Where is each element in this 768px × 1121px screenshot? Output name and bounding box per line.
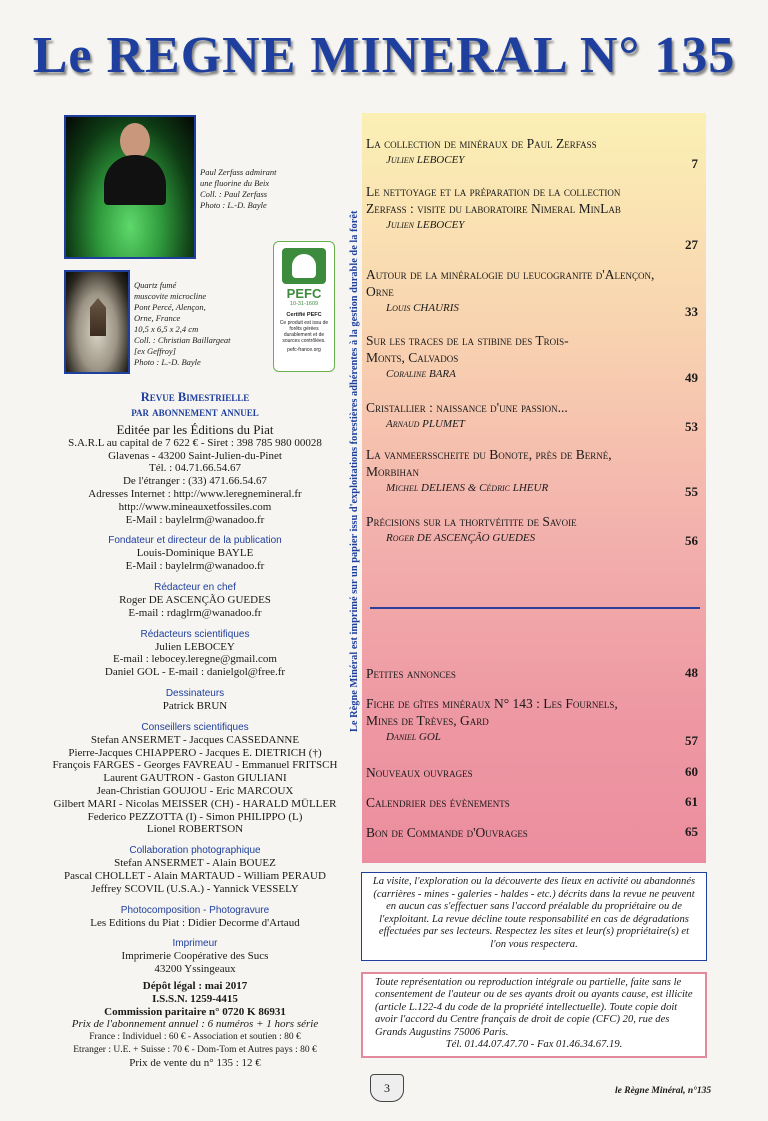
toc-divider [370, 607, 700, 609]
page-number: 3 [370, 1074, 404, 1102]
staff-heading: Collaboration photographique [129, 845, 261, 857]
publisher-heading: Editée par les Éditions du Piat [116, 422, 274, 437]
subscription-prices: Prix de l'abonnement annuel : 6 numéros + 1 hors série [71, 1018, 319, 1031]
toc-entry[interactable]: Nouveaux ouvrages 60 [366, 764, 698, 780]
quartz-photo [64, 270, 130, 374]
staff-heading: Dessinateurs [165, 687, 225, 699]
staff-heading: Rédacteur en chef [154, 581, 236, 593]
masthead-credits: Editée par les Éditions du Piat S.A.R.L au capital de 7 622 € - Siret : 398 785 980 00028 Glavenas - 43200 Saint-Julien-du-Pinet Tél. : 04.71.66.54.67 De l'étranger : (33) 471.66.54.67 Adresses Internet : http://www.leregnemineral.fr http://www.mineauxetfossiles.com E-Mail : baylelrm@wanadoo.fr Fondateur et directeur de la publication Louis-Dominique BAYLE E-Mail : baylelrm@wanadoo.fr Rédacteur en chef Roger DE ASCENÇÃO GUEDES E-mail : rdaglrm@wanadoo.fr Rédacteurs scientifiques Julien LEBOCEY E-mail : lebocey.leregne@gmail.com Daniel GOL - E-mail : danielgol@free.fr Dessinateurs Patrick BRUN Conseillers scientifiques Stefan ANSERMET - Jacques CASSEDANNE Pierre-Jacques CHIAPPERO - Jacques E. DIETRICH (†) François FARGES - Georges FAVREAU - Emmanuel FRITSCH Laurent GAUTRON - Gaston GIULIANI Jean-Christian GOUJOU - Eric MARCOUX Gilbert MARI - Nicolas MEISSER (CH) - HARALD MÜLLER Federico PEZZOTTA (I) - Simon PHILIPPO (L) Lionel ROBERTSON Collaboration photographique Stefan ANSERMET - Alain BOUEZ Pascal CHOLLET - Alain MARTAUD - William PERAUD Jeffrey SCOVIL (U.S.A.) - Yannick VESSELY Photocomposition - Photogravure Les Editions du Piat : Didier Decorme d'Artaud Imprimeur Imprimerie Coopérative des Sucs 43200 Yssingeaux Dépôt légal : mai 2017 I.S.S.N. 1259-4415 Commission paritaire n° 0720 K 86931 Prix de l'abonnement annuel : 6 numéros + 1 hors série France : Individuel : 60 € - Association et soutien : 80 € Etranger : U.E. + Suisse : 70 € - Dom-Tom et Autres pays : 80 € Prix de vente du n° 135 : 12 € [40, 424, 350, 1069]
running-footer: le Règne Minéral, n°135 [615, 1086, 712, 1096]
toc-entry[interactable]: La collection de minéraux de Paul Zerfass Julien LEBOCEY 7 [366, 136, 698, 171]
toc-entry[interactable]: Sur les traces de la stibine des Trois-Monts, Calvados Coraline BARA 49 [366, 333, 698, 385]
copyright-notice: Toute représentation ou reproduction intégrale ou partielle, faite sans le consentement de l'auteur ou de ses ayants droit ou ayants cause, est illicite (article L.122-4 du code de la propriété intellectuelle). Toute copie doit avoir l'accord du Centre français de droit de copie (CFC) 20, rue des Grands Augustins 75006 Paris. Tél. 01.44.07.47.70 - Fax 01.46.34.67.19. [361, 972, 707, 1058]
toc-entry[interactable]: Fiche de gîtes minéraux N° 143 : Les Fournels, Mines de Trèves, Gard Daniel GOL 57 [366, 696, 698, 748]
staff-heading: Photocomposition - Photogravure [120, 904, 270, 916]
collector-photo [64, 115, 196, 259]
paper-sustainability-note: Le Règne Minéral est imprimé sur un papier issu d'exploitations forestières adhérentes à la gestion durable de la forêt [349, 210, 360, 732]
toc-entry[interactable]: Bon de Commande d'Ouvrages 65 [366, 824, 698, 840]
site-access-notice: La visite, l'exploration ou la découverte des lieux en activité ou abandonnés (carrières - mines - galeries - haldes - etc.) décrits dans la revue ne peuvent en aucun cas s'effectuer sans l'accord préalable du propriétaire ou de l'exploitant. La revue décline toute responsabilité en cas de dégradations effectuées par ses lecteurs. Respectez les sites et leur(s) propriétaire(s) et l'on vous respectera. [361, 872, 707, 961]
pefc-tree-icon [282, 248, 326, 284]
contact-phone-fax: Tél. 01.44.07.47.70 - Fax 01.46.34.67.19. [445, 1039, 623, 1051]
toc-entry[interactable]: Précisions sur la thortvéitite de Savoie Roger DE ASCENÇÃO GUEDES 56 [366, 514, 698, 548]
toc-entry[interactable]: Calendrier des évènements 61 [366, 794, 698, 810]
staff-heading: Conseillers scientifiques [141, 721, 249, 733]
table-of-contents [362, 113, 706, 863]
legal-deposit: Dépôt légal : mai 2017 [142, 979, 248, 992]
toc-entry[interactable]: Cristallier : naissance d'une passion... Arnaud PLUMET 53 [366, 400, 698, 434]
pefc-certification-badge: PEFC 10-31-1609 Certifié PEFC Ce produit est issu de forêts gérées durablement et de sources contrôlées. pefc-france.org [273, 241, 335, 372]
staff-heading: Fondateur et directeur de la publication [108, 535, 282, 547]
toc-entry[interactable]: Petites annonces 48 [366, 665, 698, 681]
masthead-title: Le REGNE MINERAL N° 135 [32, 27, 736, 84]
toc-entry[interactable]: Le nettoyage et la préparation de la collection Zerfass : visite du laboratoire Nimeral MinLab Julien LEBOCEY 27 [366, 184, 698, 252]
toc-entry[interactable]: Autour de la minéralogie du leucogranite d'Alençon, Orne Louis CHAURIS 33 [366, 267, 698, 319]
revue-heading: Revue Bimestrielle par abonnement annuel [131, 390, 259, 419]
staff-heading: Rédacteurs scientifiques [140, 628, 250, 640]
collector-photo-caption: Paul Zerfass admirant une fluorine du Beix Coll. : Paul Zerfass Photo : L.-D. Bayle [200, 167, 277, 210]
toc-entry[interactable]: La vanmeersscheite du Bonote, près de Berné, Morbihan Michel DELIENS & Cédric LHEUR 55 [366, 447, 698, 499]
quartz-photo-caption: Quartz fumé muscovite microcline Pont Percé, Alençon, Orne, France 10,5 x 6,5 x 2,4 cm Coll. : Christian Baillargeat [ex Geffroy] Photo : L.-D. Bayle [134, 280, 231, 367]
staff-heading: Imprimeur [172, 938, 218, 950]
